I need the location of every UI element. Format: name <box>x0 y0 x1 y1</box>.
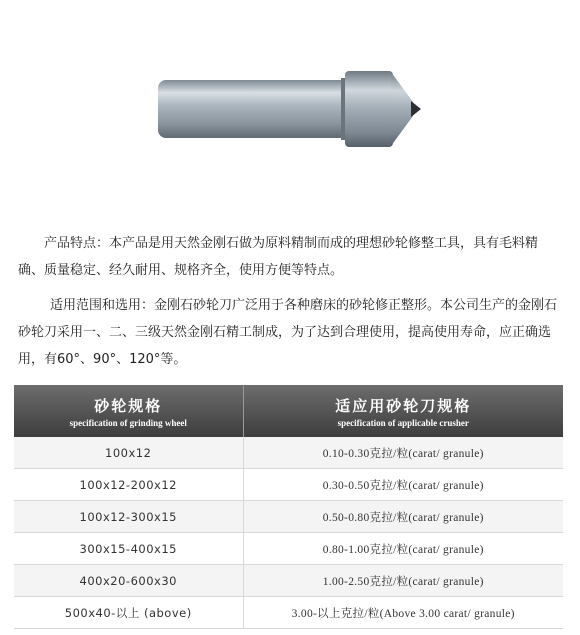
table-row <box>14 469 563 501</box>
table-row <box>14 565 563 597</box>
wheel-spec-cell: 400x20-600x30 <box>14 565 243 597</box>
product-features-paragraph: 产品特点：本产品是用天然金刚石做为原料精制而成的理想砂轮修整工具，具有毛料精确、质量稳定、经久耐用、规格齐全，使用方便等特点。 <box>18 236 539 278</box>
wheel-spec-cell: 100x12 <box>14 437 243 469</box>
wheel-spec-cell: 100x12-300x15 <box>14 501 243 533</box>
wheel-spec-cell: 300x15-400x15 <box>14 533 243 565</box>
specification-table <box>14 385 563 629</box>
table-header-row <box>14 385 563 437</box>
usage-scope-paragraph: 适用范围和选用：金刚石砂轮刀广泛用于各种磨床的砂轮修正整形。本公司生产的金刚石砂轮刀采用一、二、三级天然金刚石精工制成，为了达到合理使用，提高使用寿命，应正确选用，有60°、90°、120°等。 <box>18 298 558 367</box>
header-wheel-spec <box>14 385 243 437</box>
wheel-spec-cell: 500x40-以上 (above) <box>14 597 243 629</box>
table-row <box>14 437 563 469</box>
crusher-spec-cell: 0.50-0.80克拉/粒(carat/ granule) <box>243 501 563 533</box>
crusher-spec-cell: 0.10-0.30克拉/粒(carat/ granule) <box>243 437 563 469</box>
table-row <box>14 533 563 565</box>
diamond-dresser-image <box>155 68 425 150</box>
wheel-spec-cell: 100x12-200x12 <box>14 469 243 501</box>
crusher-spec-cell: 0.30-0.50克拉/粒(carat/ granule) <box>243 469 563 501</box>
header-crusher-spec-en: specification of applicable crusher <box>337 417 469 428</box>
crusher-spec-cell: 1.00-2.50克拉/粒(carat/ granule) <box>243 565 563 597</box>
crusher-spec-cell: 3.00-以上克拉/粒(Above 3.00 carat/ granule) <box>243 597 563 629</box>
header-crusher-spec-zh: 适应用砂轮刀规格 <box>335 396 472 415</box>
header-wheel-spec-en: specification of grinding wheel <box>69 417 187 428</box>
crusher-spec-cell: 0.80-1.00克拉/粒(carat/ granule) <box>243 533 563 565</box>
table-row <box>14 501 563 533</box>
header-wheel-spec-zh: 砂轮规格 <box>94 396 163 415</box>
header-crusher-spec <box>243 385 563 437</box>
table-row <box>14 597 563 629</box>
